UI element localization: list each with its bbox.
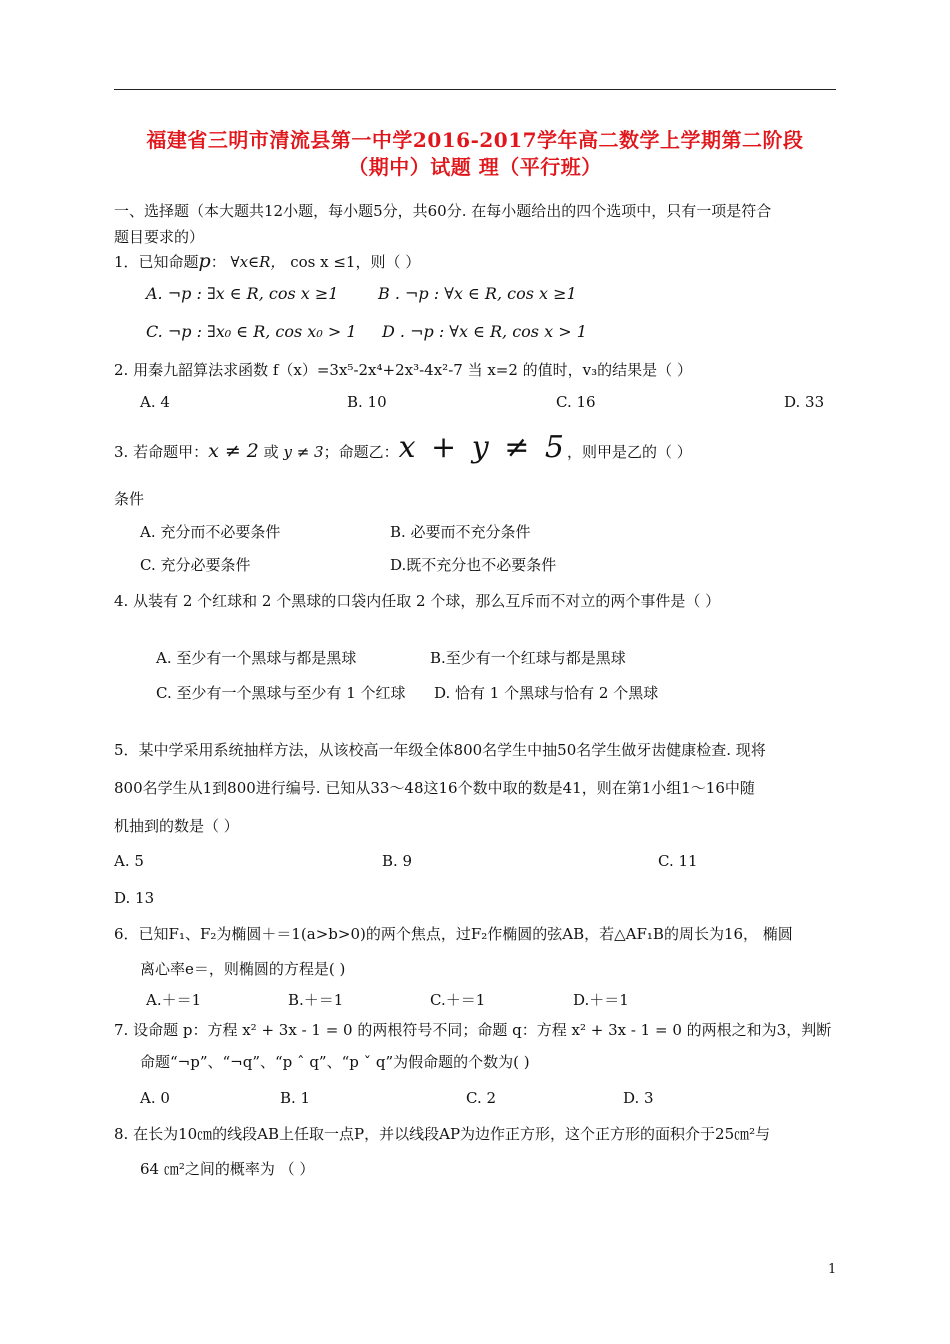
q3-option-a: A. 充分而不必要条件 [140,523,281,541]
q6-line-2: 离心率e＝，则椭圆的方程是( ) [140,960,346,978]
q6-option-b: B.＋＝1 [288,991,344,1009]
q3-option-c: C. 充分必要条件 [140,556,251,574]
q3-cond-a: x ≠ 2 [208,440,259,462]
q3-post: ，则甲是乙的（ ） [566,443,692,461]
q4-option-d: D. 恰有 1 个黑球与恰有 2 个黑球 [434,684,659,702]
q7-option-d: D. 3 [623,1089,654,1107]
q1-mid: ： [210,253,226,271]
q3-option-d: D.既不充分也不必要条件 [390,556,557,574]
q1-p: p [198,250,211,272]
q8-line-1: 8. 在长为10㎝的线段AB上任取一点P，并以线段AP为边作正方形，这个正方形的面积介于25㎝²与 [114,1125,771,1143]
title-line-1: 福建省三明市清流县第一中学2016-2017学年高二数学上学期第二阶段 [146,128,804,152]
q3-cond-c: x + y ≠ 5 [398,430,567,465]
header-rule [114,89,836,90]
q7-option-c: C. 2 [466,1089,497,1107]
q5-line-1: 5．某中学采用系统抽样方法，从该校高一年级全体800名学生中抽50名学生做牙齿健康检查. 现将 [114,741,766,759]
q3-or: 或 [258,443,284,461]
q6-option-d: D.＋＝1 [573,991,629,1009]
q5-line-2: 800名学生从1到800进行编号. 已知从33～48这16个数中取的数是41，则在第1小组1～16中随 [114,779,755,797]
q8-line-2: 64 ㎝²之间的概率为 （ ） [140,1160,315,1178]
q1-option-a: A. ¬p : ∃x ∈ R, cos x ≥1 [146,284,339,303]
q7-option-a: A. 0 [140,1089,170,1107]
q7-line-1: 7. 设命题 p：方程 x² + 3x - 1 = 0 的两根符号不同；命题 q：方程 x² + 3x - 1 = 0 的两根之和为3，判断 [114,1021,832,1039]
q6-line-1: 6．已知F₁、F₂为椭圆＋＝1(a>b>0)的两个焦点，过F₂作椭圆的弦AB，若△AF₁B的周长为16， 椭圆 [114,925,793,943]
q1-option-c: C. ¬p : ∃x₀ ∈ R, cos x₀ > 1 [146,322,357,341]
q2-option-d: D. 33 [784,393,825,411]
q2-stem: 2. 用秦九韶算法求函数 f（x）=3x⁵-2x⁴+2x³-4x²-7 当 x=2 的值时，v₃的结果是（ ） [114,361,692,379]
page-number: 1 [828,1262,837,1277]
q6-option-c: C.＋＝1 [430,991,486,1009]
q1-option-d: D . ¬p : ∀x ∈ R, cos x > 1 [382,322,587,341]
q7-line-2: 命题“¬p”、“¬q”、“p ˆ q”、“p ˇ q”为假命题的个数为( ) [140,1053,530,1071]
q6-option-a: A.＋＝1 [146,991,202,1009]
title-line-2: （期中）试题 理（平行班） [348,155,602,179]
q1-stem-pre: 1．已知命题 [114,253,199,271]
section-heading-2: 题目要求的） [114,228,205,246]
q5-option-a: A. 5 [114,852,144,870]
q3-tail: 条件 [114,490,145,508]
q5-option-d: D. 13 [114,889,155,907]
q2-option-c: C. 16 [556,393,596,411]
q4-stem: 4. 从装有 2 个红球和 2 个黑球的口袋内任取 2 个球，那么互斥而不对立的两个事件是（ ） [114,592,721,610]
q4-option-a: A. 至少有一个黑球与都是黑球 [156,649,357,667]
q7-option-b: B. 1 [280,1089,311,1107]
q4-option-c: C. 至少有一个黑球与至少有 1 个红球 [156,684,406,702]
q2-option-a: A. 4 [140,393,170,411]
q3-mid: ；命题乙： [323,443,399,461]
section-heading-1: 一、选择题（本大题共12小题，每小题5分，共60分. 在每小题给出的四个选项中，只有一项是符合 [114,202,772,220]
q1-stem-post: ，则（ ） [355,253,421,271]
q1-option-b: B . ¬p : ∀x ∈ R, cos x ≥1 [378,284,577,303]
q5-line-3: 机抽到的数是（ ） [114,817,239,835]
q5-option-c: C. 11 [658,852,698,870]
q1-cond1: ∀x∈R， [230,253,286,271]
q5-option-b: B. 9 [382,852,413,870]
q1-stem [114,250,420,272]
q3-option-b: B. 必要而不充分条件 [390,523,531,541]
q3-stem [114,430,692,465]
q4-option-b: B.至少有一个红球与都是黑球 [430,649,626,667]
q3-cond-b: y ≠ 3 [283,443,324,461]
q1-cond2: cos x ≤1 [290,253,356,271]
q3-pre: 3. 若命题甲： [114,443,209,461]
q2-option-b: B. 10 [347,393,387,411]
